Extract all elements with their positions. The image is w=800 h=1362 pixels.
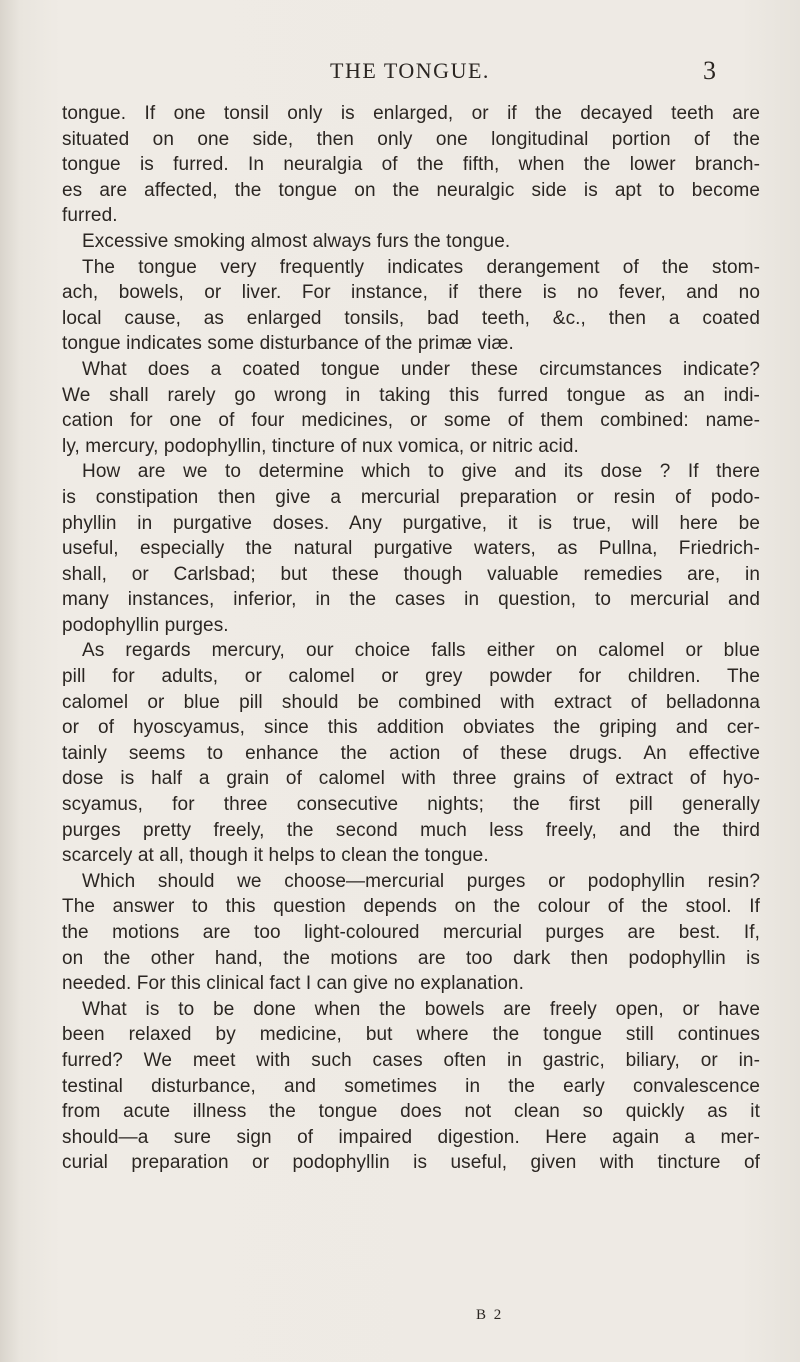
text-line: ach, bowels, or liver. For instance, if there is no fever, and no <box>62 282 760 304</box>
text-line: The answer to this question depends on the colour of the stool. If <box>62 896 760 918</box>
text-line: on the other hand, the motions are too dark then podophyllin is <box>62 947 760 969</box>
text-line: from acute illness the tongue does not clean so quickly as it <box>62 1101 760 1123</box>
text-line: es are affected, the tongue on the neuralgic side is apt to become <box>62 179 760 201</box>
page-number: 3 <box>703 56 716 85</box>
running-title: THE TONGUE. <box>330 58 490 83</box>
text-line: been relaxed by medicine, but where the tongue still continues <box>62 1024 760 1046</box>
text-line: What does a coated tongue under these circumstances indicate? <box>82 358 760 380</box>
text-line: podophyllin purges. <box>62 614 229 636</box>
text-line: cation for one of four medicines, or some of them combined: name- <box>62 410 760 432</box>
text-line: is constipation then give a mercurial preparation or resin of podo- <box>62 486 760 508</box>
text-line: tongue is furred. In neuralgia of the fifth, when the lower branch- <box>62 154 760 176</box>
text-line: furred? We meet with such cases often in gastric, biliary, or in- <box>62 1049 760 1071</box>
text-line: shall, or Carlsbad; but these though valuable remedies are, in <box>62 563 760 585</box>
text-line: Excessive smoking almost always furs the tongue. <box>82 230 511 252</box>
text-line: dose is half a grain of calomel with three grains of extract of hyo- <box>62 768 760 790</box>
text-line: the motions are too light-coloured mercurial purges are best. If, <box>62 922 760 943</box>
text-line: phyllin in purgative doses. Any purgative, it is true, will here be <box>62 512 760 534</box>
text-line: many instances, inferior, in the cases in question, to mercurial and <box>62 589 760 611</box>
text-line: What is to be done when the bowels are freely open, or have <box>82 998 760 1020</box>
text-line: should—a sure sign of impaired digestion. Here again a mer- <box>62 1126 760 1148</box>
text-line: ly, mercury, podophyllin, tincture of nux vomica, or nitric acid. <box>62 435 579 457</box>
text-line: Which should we choose—mercurial purges or podophyllin resin? <box>82 870 760 892</box>
page-header <box>0 58 800 92</box>
text-line: calomel or blue pill should be combined with extract of belladonna <box>62 691 760 713</box>
text-line: needed. For this clinical fact I can give no explanation. <box>62 973 524 995</box>
text-line: local cause, as enlarged tonsils, bad teeth, &c., then a coated <box>62 307 760 329</box>
text-line: The tongue very frequently indicates derangement of the stom- <box>82 256 760 278</box>
text-line: testinal disturbance, and sometimes in the early convalescence <box>62 1075 760 1097</box>
signature-mark: B 2 <box>476 1307 504 1323</box>
text-line: tainly seems to enhance the action of these drugs. An effective <box>62 742 760 764</box>
body-text <box>62 101 760 1176</box>
text-line: tongue. If one tonsil only is enlarged, or if the decayed teeth are <box>62 103 760 124</box>
text-line: pill for adults, or calomel or grey powder for children. The <box>62 666 760 688</box>
text-line: We shall rarely go wrong in taking this furred tongue as an indi- <box>62 384 760 406</box>
text-line: or of hyoscyamus, since this addition obviates the griping and cer- <box>62 717 760 739</box>
text-line: tongue indicates some disturbance of the primæ viæ. <box>62 333 514 355</box>
text-line: scarcely at all, though it helps to clean the tongue. <box>62 845 489 867</box>
text-line: useful, especially the natural purgative waters, as Pullna, Friedrich- <box>62 538 760 560</box>
text-line: How are we to determine which to give and its dose ? If there <box>82 461 760 483</box>
text-line: scyamus, for three consecutive nights; the first pill generally <box>62 794 760 816</box>
text-line: situated on one side, then only one longitudinal portion of the <box>62 128 760 150</box>
text-line: purges pretty freely, the second much less freely, and the third <box>62 819 760 841</box>
text-line: furred. <box>62 205 118 227</box>
text-line: curial preparation or podophyllin is useful, given with tincture of <box>62 1152 760 1174</box>
text-line: As regards mercury, our choice falls either on calomel or blue <box>82 640 760 662</box>
